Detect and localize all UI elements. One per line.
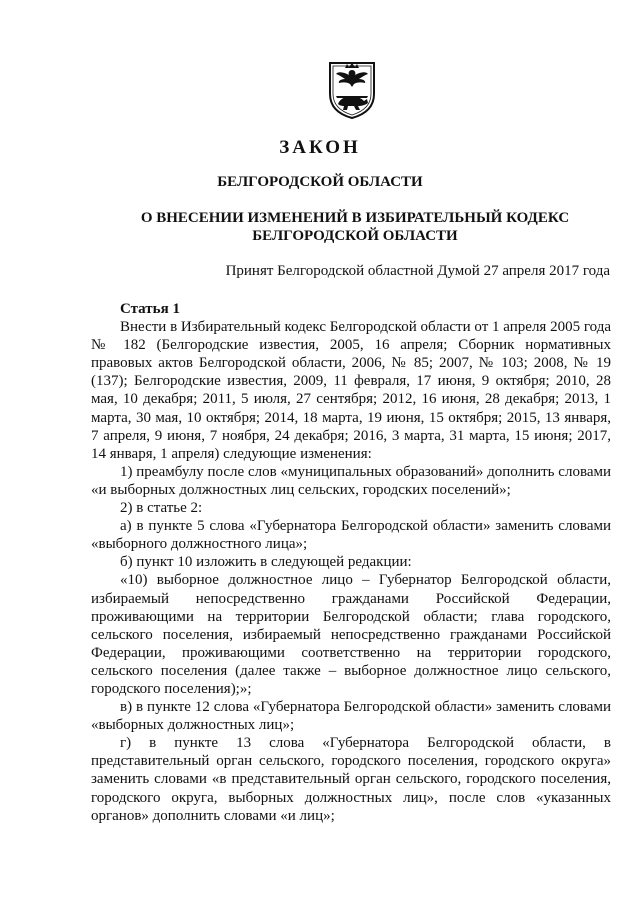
document-region: БЕЛГОРОДСКОЙ ОБЛАСТИ — [217, 174, 423, 190]
article-paragraph: г) в пункте 13 слова «Губернатора Белгородской области, в представительный орган сельского, городского поселения, городского округа» заменить словами «в представительный орган сельского, городского поселения, городского округа, выборных должностных лиц», после слов «указанных органов» дополнить словами «и лиц»; — [91, 735, 611, 824]
article-paragraph: а) в пункте 5 слова «Губернатора Белгородской области» заменить словами «выборного должностного лица»; — [91, 518, 611, 553]
article-paragraph: 2) в статье 2: — [120, 500, 203, 517]
belgorod-coat-of-arms-icon — [327, 60, 377, 120]
article-paragraph: б) пункт 10 изложить в следующей редакции: — [120, 554, 412, 571]
article-paragraph: «10) выборное должностное лицо – Губернатор Белгородской области, избираемый непосредственно гражданами Российской Федерации, проживающими на территории Белгородской области; глава городского, сельского поселения, избираемый непосредственно гражданами Российской Федерации, проживающими соответственно на территории городского, сельского поселения (далее также – выборное должностное лицо сельского, городского поселения);»; — [91, 572, 611, 697]
article-paragraph: Внести в Избирательный кодекс Белгородской области от 1 апреля 2005 года № 182 (Белгородские известия, 2005, 16 апреля; Сборник нормативных правовых актов Белгородской области, 2006, № 85; 2007, № 103; 2008, № 19 (137); Белгородские известия, 2009, 11 февраля, 17 июня, 9 октября; 2010, 28 мая, 10 декабря; 2011, 5 июля, 27 сентября; 2012, 16 июня, 28 декабря; 2013, 1 марта, 30 мая, 10 октября; 2014, 18 марта, 19 июня, 15 октября; 2015, 13 января, 7 апреля, 9 июня, 7 ноября, 24 декабря; 2016, 3 марта, 31 марта, 15 июня; 2017, 14 января, 1 апреля) следующие изменения: — [91, 319, 611, 462]
article-paragraph: в) в пункте 12 слова «Губернатора Белгородской области» заменить словами «выборных должностных лиц»; — [91, 699, 611, 734]
article-body — [91, 300, 611, 825]
document-subject: О ВНЕСЕНИИ ИЗМЕНЕНИЙ В ИЗБИРАТЕЛЬНЫЙ КОДЕКС БЕЛГОРОДСКОЙ ОБЛАСТИ — [140, 210, 570, 244]
article-heading: Статья 1 — [120, 301, 180, 317]
adoption-note: Принят Белгородской областной Думой 27 апреля 2017 года — [225, 263, 610, 279]
article-paragraph: 1) преамбулу после слов «муниципальных образований» дополнить словами «и выборных должностных лиц сельских, городских поселений»; — [91, 463, 611, 498]
document-title: ЗАКОН — [279, 137, 361, 158]
